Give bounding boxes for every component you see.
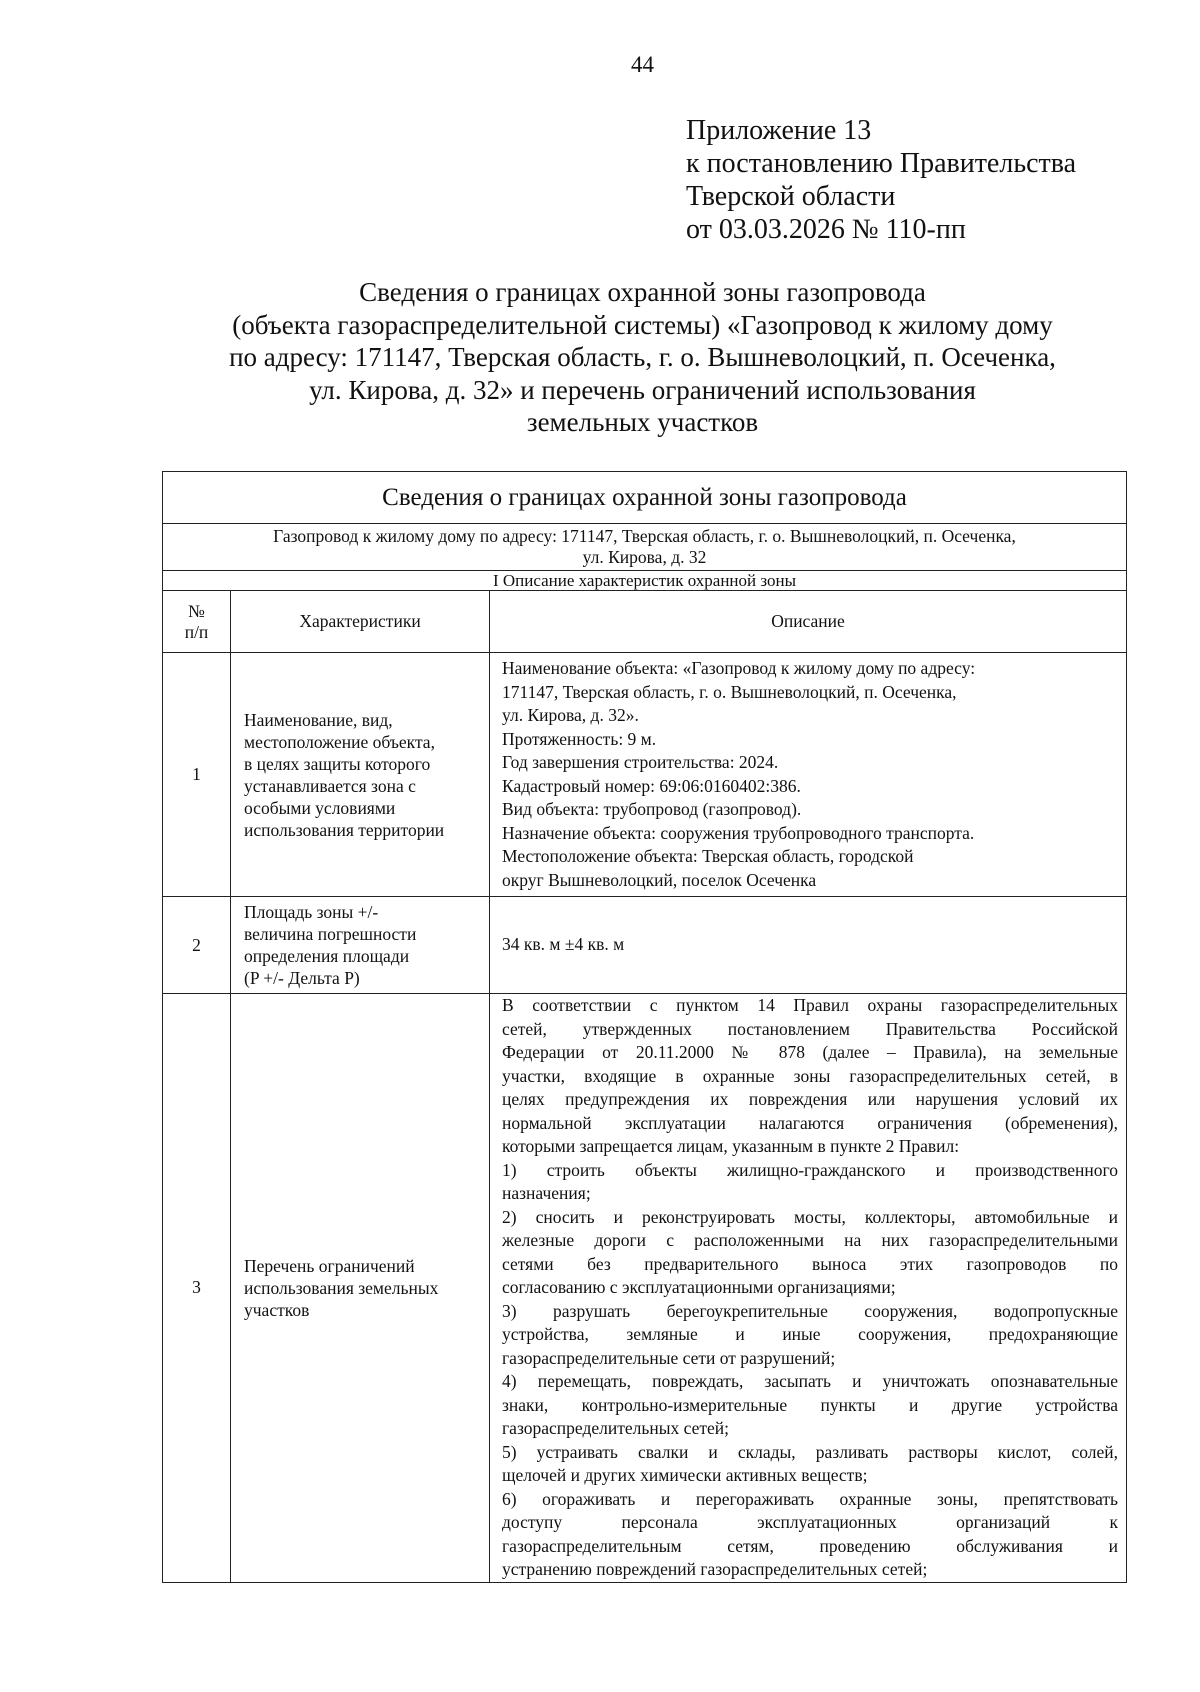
appendix-line: Приложение 13: [686, 115, 872, 146]
title-line: земельных участков: [526, 407, 759, 437]
title-line: по адресу: 171147, Тверская область, г. о. Вышневолоцкий, п. Осеченка,: [229, 342, 1056, 372]
object-name-line: ул. Кирова, д. 32: [582, 547, 707, 567]
char-line: особыми условиями: [244, 797, 396, 818]
char-line: (P +/- Дельта P): [244, 968, 360, 988]
desc-line: 6) огораживать и перегораживать охранные зоны, препятствовать: [502, 1488, 1119, 1509]
desc-line: назначения;: [502, 1183, 591, 1203]
column-header-number: [163, 591, 231, 653]
table-row: [163, 897, 1127, 994]
desc-line: 5) устраивать свалки и склады, разливать растворы кислот, солей,: [502, 1441, 1119, 1462]
title-line: ул. Кирова, д. 32» и перечень ограничений использования: [309, 374, 976, 405]
desc-line: согласованию с эксплуатационными организациями;: [502, 1277, 896, 1297]
char-line: использования территории: [244, 819, 445, 840]
page-number: 44: [631, 52, 654, 77]
char-line: Наименование, вид,: [244, 709, 393, 730]
row-characteristic: [231, 653, 490, 897]
desc-line: устранению повреждений газораспределительных сетей;: [502, 1559, 928, 1579]
desc-line: железные дороги с расположенными на них газораспределительными: [502, 1230, 1119, 1250]
desc-line: знаки, контрольно-измерительные пункты и другие устройства: [502, 1394, 1119, 1415]
row-description: [490, 653, 1127, 897]
desc-line: 4) перемещать, повреждать, засыпать и уничтожать опознавательные: [502, 1371, 1119, 1391]
column-header-description: Описание: [490, 591, 1127, 653]
row-description: [490, 897, 1127, 994]
desc-line: Назначение объекта: сооружения трубопроводного транспорта.: [502, 822, 975, 843]
desc-line: газораспределительных сетей;: [502, 1418, 729, 1438]
appendix-block: [686, 114, 1076, 246]
title-line: Сведения о границах охранной зоны газопровода: [359, 277, 926, 307]
table-row: [163, 994, 1127, 1583]
column-header-characteristics: Характеристики: [231, 591, 490, 653]
row-characteristic: [231, 994, 490, 1583]
desc-line: 171147, Тверская область, г. о. Вышневолоцкий, п. Осеченка,: [502, 681, 957, 702]
desc-line: Год завершения строительства: 2024.: [502, 752, 779, 772]
document-title: [0, 276, 1200, 439]
object-name-cell: [163, 524, 1127, 571]
object-name-line: Газопровод к жилому дому по адресу: 171147, Тверская область, г. о. Вышневолоцкий, п. Осеченка,: [273, 526, 1016, 546]
desc-line: газораспределительным сетям, проведению обслуживания и: [502, 1535, 1119, 1556]
desc-line: округ Вышневолоцкий, поселок Осеченка: [502, 869, 817, 890]
column-header-number-line: №: [188, 600, 205, 621]
desc-line: Протяженность: 9 м.: [502, 728, 657, 749]
char-line: Площадь зоны +/-: [244, 902, 379, 922]
desc-line: 34 кв. м ±4 кв. м: [502, 934, 625, 955]
char-line: местоположение объекта,: [244, 731, 435, 752]
char-line: определения площади: [244, 946, 410, 966]
char-line: Перечень ограничений: [244, 1255, 415, 1276]
desc-line: 3) разрушать берегоукрепительные сооружения, водопропускные: [502, 1300, 1119, 1321]
char-line: участков: [244, 1299, 310, 1320]
table-row: [163, 653, 1127, 897]
char-line: использования земельных: [244, 1277, 439, 1298]
desc-line: участки, входящие в охранные зоны газораспределительных сетей, в: [502, 1065, 1119, 1086]
column-header-number-line: п/п: [184, 621, 209, 642]
row-description: [490, 994, 1127, 1583]
desc-line: 1) строить объекты жилищно-гражданского и производственного: [502, 1159, 1119, 1180]
desc-line: газораспределительные сети от разрушений;: [502, 1347, 836, 1368]
desc-line: Наименование объекта: «Газопровод к жилому дому по адресу:: [502, 658, 976, 678]
desc-line: доступу персонала эксплуатационных организаций к: [502, 1512, 1119, 1532]
desc-line: целях предупреждения их повреждения или нарушения условий их: [502, 1089, 1119, 1109]
row-number: 3: [163, 994, 231, 1583]
desc-line: которыми запрещается лицам, указанным в пункте 2 Правил:: [502, 1136, 960, 1156]
row-number: 1: [163, 653, 231, 897]
zone-info-table: [162, 471, 1127, 1583]
desc-line: Кадастровый номер: 69:06:0160402:386.: [502, 775, 801, 796]
desc-line: нормальной эксплуатации налагаются ограничения (обременения),: [502, 1112, 1119, 1133]
title-line: (объекта газораспределительной системы) «Газопровод к жилому дому: [232, 309, 1053, 340]
char-line: устанавливается зона с: [244, 775, 416, 796]
desc-line: Местоположение объекта: Тверская область, городской: [502, 846, 914, 866]
desc-line: 2) сносить и реконструировать мосты, коллекторы, автомобильные и: [502, 1206, 1119, 1227]
appendix-line: Тверской области: [686, 181, 896, 212]
row-characteristic: [231, 897, 490, 994]
desc-line: Федерации от 20.11.2000 № 878 (далее – Правила), на земельные: [502, 1042, 1119, 1062]
appendix-line: к постановлению Правительства: [686, 148, 1077, 179]
appendix-line: от 03.03.2026 № 110-пп: [686, 214, 966, 245]
desc-line: ул. Кирова, д. 32».: [502, 705, 639, 725]
row-number: 2: [163, 897, 231, 994]
char-line: в целях защиты которого: [244, 753, 431, 774]
desc-line: Вид объекта: трубопровод (газопровод).: [502, 799, 802, 819]
desc-line: сетями без предварительного выноса этих газопроводов по: [502, 1253, 1119, 1274]
char-line: величина погрешности: [244, 924, 417, 944]
desc-line: устройства, земляные и иные сооружения, предохраняющие: [502, 1324, 1119, 1344]
desc-line: В соответствии с пунктом 14 Правил охраны газораспределительных: [502, 995, 1119, 1015]
desc-line: сетей, утвержденных постановлением Правительства Российской: [502, 1018, 1119, 1039]
section-header: I Описание характеристик охранной зоны: [163, 571, 1127, 591]
desc-line: щелочей и других химически активных веществ;: [502, 1465, 868, 1485]
table-header: Сведения о границах охранной зоны газопровода: [163, 472, 1127, 524]
